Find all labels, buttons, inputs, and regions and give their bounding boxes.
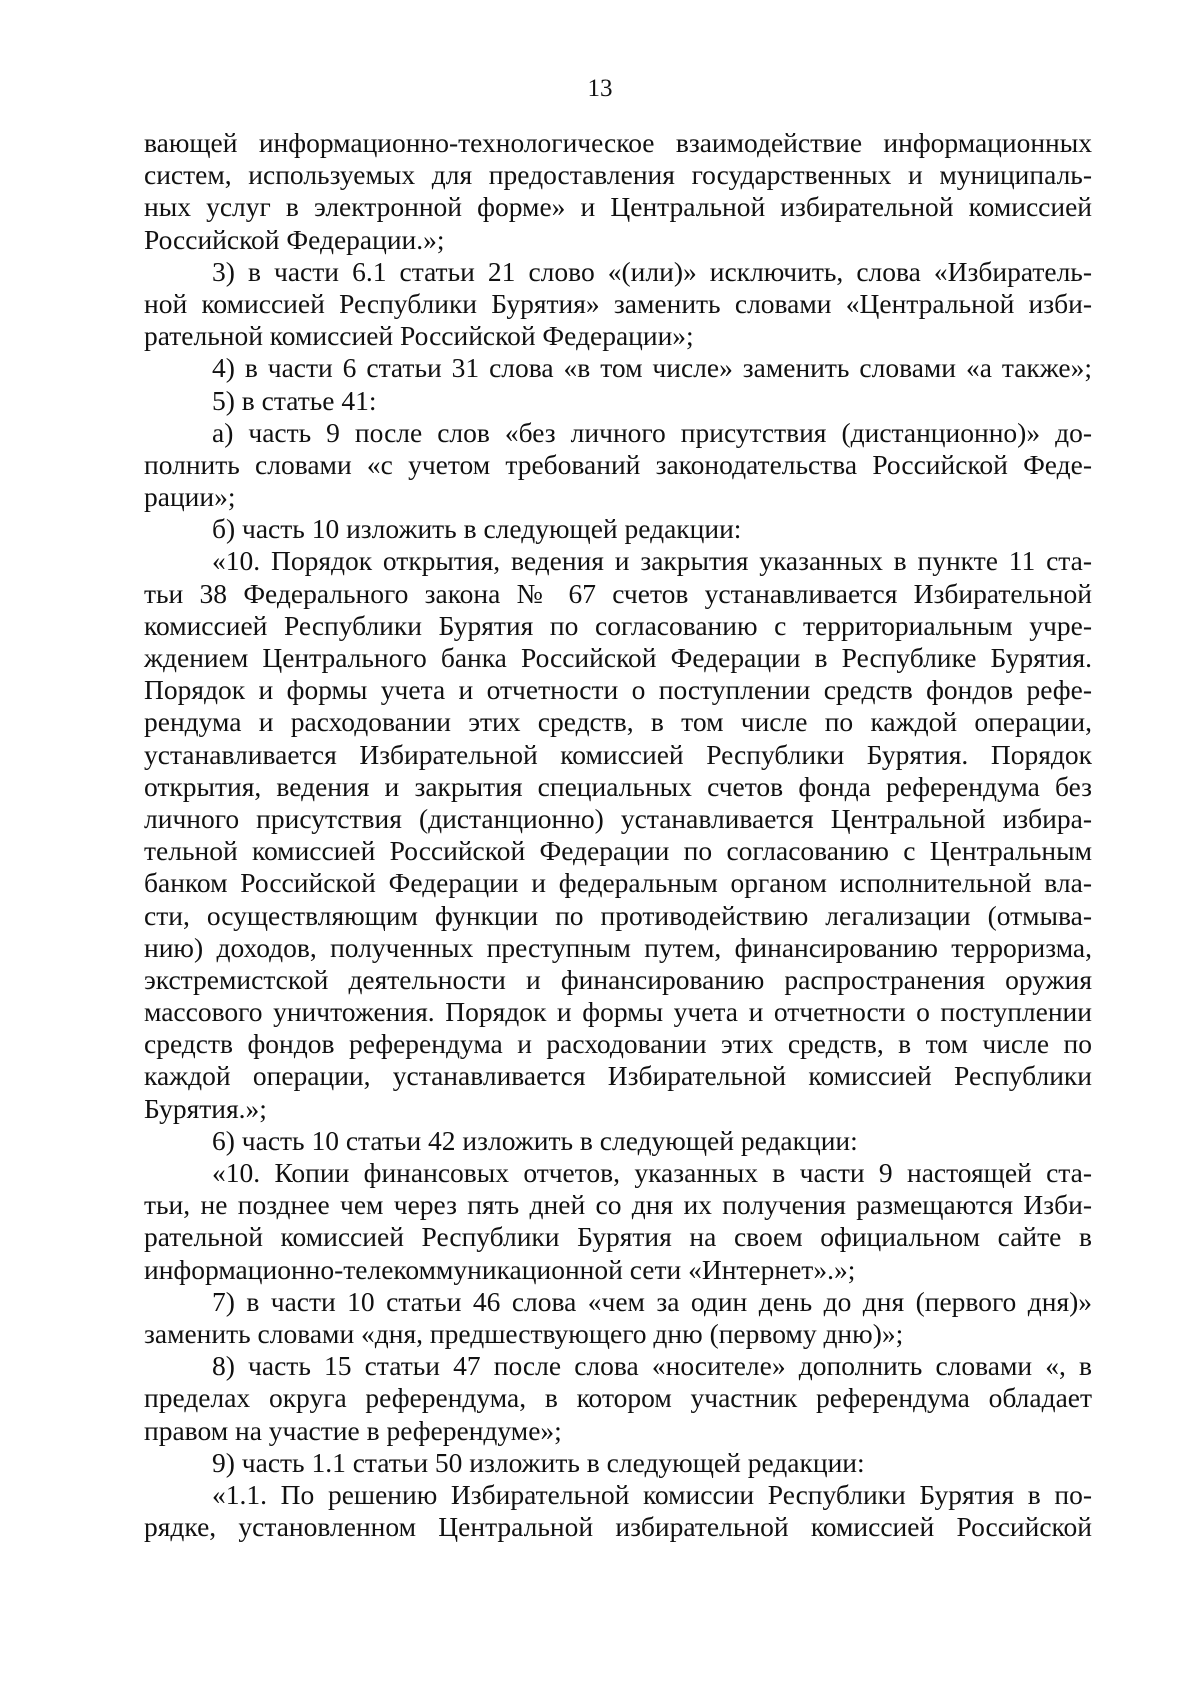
text-line: Бурятия.»; bbox=[144, 1092, 267, 1124]
text-line: рации»; bbox=[144, 481, 236, 513]
text-line: полнить словами «с учетом требований законодательства Российской Феде- bbox=[144, 448, 1092, 480]
text-line: пределах округа референдума, в котором участник референдума обладает bbox=[144, 1382, 1092, 1414]
text-line: рендума и расходовании этих средств, в том числе по каждой операции, bbox=[144, 706, 1092, 738]
text-line: тьи 38 Федерального закона № 67 счетов устанавливается Избирательной bbox=[144, 577, 1092, 609]
text-line: банком Российской Федерации и федеральным органом исполнительной вла- bbox=[144, 867, 1092, 899]
text-line: массового уничтожения. Порядок и формы учета и отчетности о поступлении bbox=[144, 996, 1092, 1028]
paragraph-first-line: 9) часть 1.1 статьи 50 изложить в следующей редакции: bbox=[212, 1446, 865, 1478]
text-line: правом на участие в референдуме»; bbox=[144, 1414, 562, 1446]
text-line: тьи, не позднее чем через пять дней со дня их получения размещаются Изби- bbox=[144, 1189, 1092, 1221]
paragraph-first-line: а) часть 9 после слов «без личного присутствия (дистанционно)» до- bbox=[212, 416, 1092, 448]
paragraph-first-line: «10. Порядок открытия, ведения и закрытия указанных в пункте 11 ста- bbox=[212, 545, 1092, 577]
paragraph-first-line: 6) часть 10 статьи 42 изложить в следующей редакции: bbox=[212, 1124, 858, 1156]
paragraph-first-line: б) часть 10 изложить в следующей редакции: bbox=[212, 513, 742, 545]
text-line: нию) доходов, полученных преступным путем, финансированию терроризма, bbox=[144, 931, 1092, 963]
text-line: рательной комиссией Российской Федерации»; bbox=[144, 320, 694, 352]
text-line: систем, используемых для предоставления государственных и муниципаль- bbox=[144, 159, 1092, 191]
text-line: рядке, установленном Центральной избирательной комиссией Российской bbox=[144, 1511, 1092, 1543]
text-line: рательной комиссией Республики Бурятия на своем официальном сайте в bbox=[144, 1221, 1092, 1253]
text-line: ждением Центрального банка Российской Федерации в Республике Бурятия. bbox=[144, 642, 1092, 673]
text-line: ных услуг в электронной форме» и Центральной избирательной комиссией bbox=[144, 191, 1092, 223]
paragraph-first-line: 5) в статье 41: bbox=[212, 384, 377, 416]
text-line: сти, осуществляющим функции по противодействию легализации (отмыва- bbox=[144, 899, 1092, 931]
paragraph-first-line: 7) в части 10 статьи 46 слова «чем за один день до дня (первого дня)» bbox=[212, 1285, 1092, 1317]
paragraph-first-line: 3) в части 6.1 статьи 21 слово «(или)» исключить, слова «Избиратель- bbox=[212, 255, 1092, 287]
text-line: открытия, ведения и закрытия специальных счетов фонда референдума без bbox=[144, 770, 1092, 802]
page-number: 13 bbox=[587, 75, 613, 102]
text-line: Российской Федерации.»; bbox=[144, 223, 445, 255]
paragraph-first-line: 4) в части 6 статьи 31 слова «в том числе» заменить словами «а также»; bbox=[212, 352, 1092, 384]
text-line: тельной комиссией Российской Федерации по согласованию с Центральным bbox=[144, 835, 1092, 867]
text-line: устанавливается Избирательной комиссией Республики Бурятия. Порядок bbox=[144, 738, 1092, 770]
text-line: заменить словами «дня, предшествующего дню (первому дню)»; bbox=[144, 1317, 904, 1349]
paragraph-first-line: «10. Копии финансовых отчетов, указанных в части 9 настоящей ста- bbox=[212, 1157, 1092, 1188]
paragraph-first-line: «1.1. По решению Избирательной комиссии Республики Бурятия в по- bbox=[212, 1478, 1092, 1510]
paragraph-first-line: 8) часть 15 статьи 47 после слова «носителе» дополнить словами «, в bbox=[212, 1350, 1092, 1382]
text-line: комиссией Республики Бурятия по согласованию с территориальным учре- bbox=[144, 609, 1092, 641]
document-body bbox=[144, 127, 1092, 1543]
text-line: экстремистской деятельности и финансированию распространения оружия bbox=[144, 963, 1092, 995]
text-line: вающей информационно-технологическое взаимодействие информационных bbox=[144, 127, 1092, 158]
text-line: Порядок и формы учета и отчетности о поступлении средств фондов рефе- bbox=[144, 674, 1092, 706]
text-line: ной комиссией Республики Бурятия» заменить словами «Центральной изби- bbox=[144, 287, 1092, 319]
text-line: каждой операции, устанавливается Избирательной комиссией Республики bbox=[144, 1060, 1092, 1092]
text-line: личного присутствия (дистанционно) устанавливается Центральной избира- bbox=[144, 802, 1092, 834]
text-line: информационно-телекоммуникационной сети «Интернет».»; bbox=[144, 1253, 856, 1285]
text-line: средств фондов референдума и расходовании этих средств, в том числе по bbox=[144, 1028, 1092, 1060]
